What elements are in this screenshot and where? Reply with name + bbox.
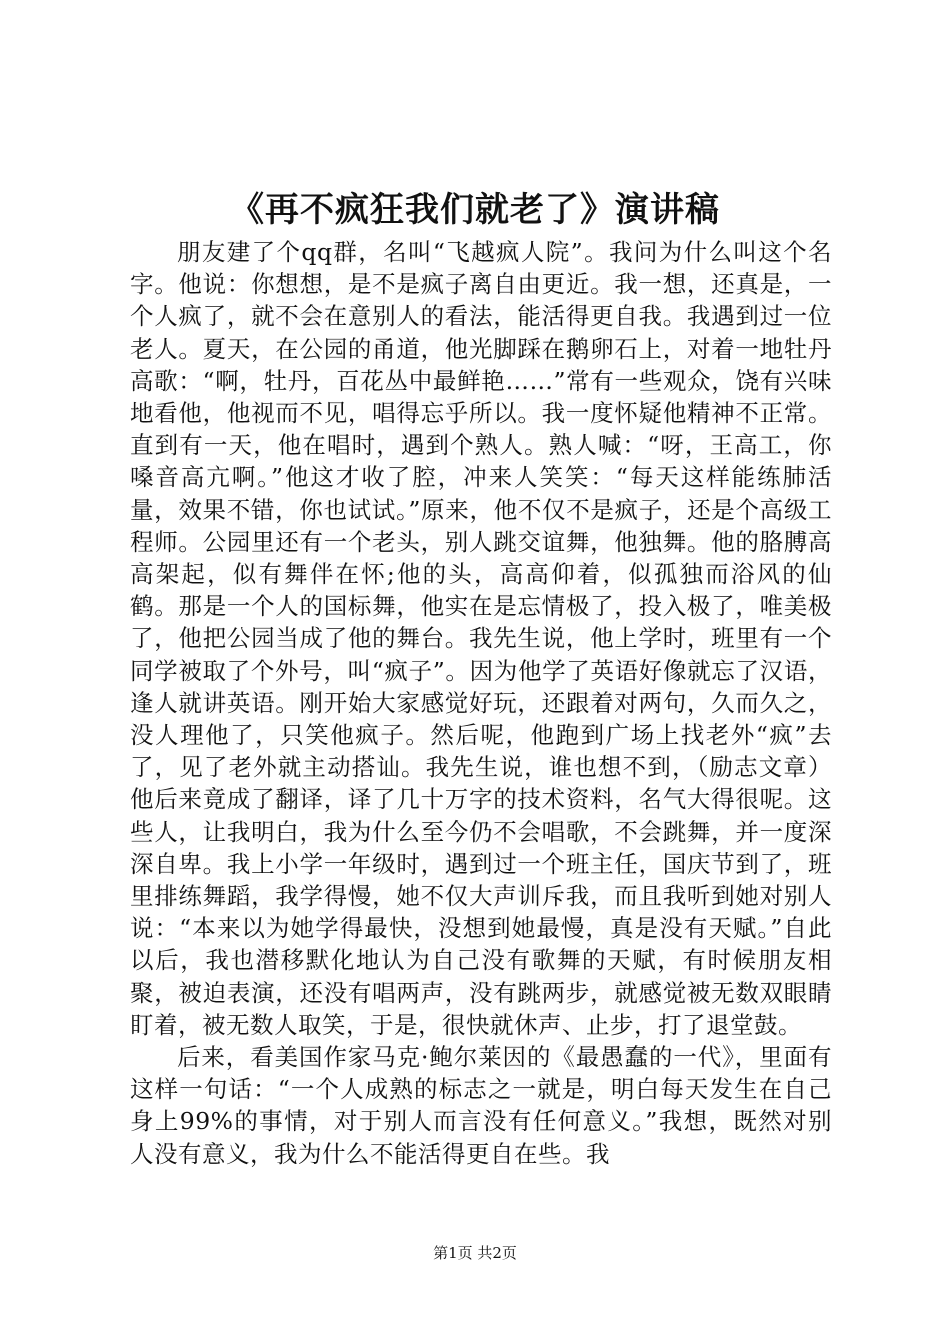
page-number-footer: 第1页 共2页 — [433, 1244, 517, 1262]
document-body — [130, 236, 832, 1170]
document-title: 《再不疯狂我们就老了》演讲稿 — [230, 190, 720, 230]
paragraph: 朋友建了个qq群，名叫“飞越疯人院”。我问为什么叫这个名字。他说：你想想，是不是疯子离自由更近。我一想，还真是，一个人疯了，就不会在意别人的看法，能活得更自我。我遇到过一位老人。夏天，在公园的甬道，他光脚踩在鹅卵石上，对着一地牡丹高歌：“啊，牡丹，百花丛中最鲜艳……”常有一些观众，饶有兴味地看他，他视而不见，唱得忘乎所以。我一度怀疑他精神不正常。直到有一天，他在唱时，遇到个熟人。熟人喊：“呀，王高工，你嗓音高亢啊。”他这才收了腔，冲来人笑笑：“每天这样能练肺活量，效果不错，你也试试。”原来，他不仅不是疯子，还是个高级工程师。公园里还有一个老头，别人跳交谊舞，他独舞。他的胳膊高高架起，似有舞伴在怀;他的头，高高仰着，似孤独而浴风的仙鹤。那是一个人的国标舞，他实在是忘情极了，投入极了，唯美极了，他把公园当成了他的舞台。我先生说，他上学时，班里有一个同学被取了个外号，叫“疯子”。因为他学了英语好像就忘了汉语，逢人就讲英语。刚开始大家感觉好玩，还跟着对两句，久而久之，没人理他了，只笑他疯子。然后呢，他跑到广场上找老外“疯”去了，见了老外就主动搭讪。我先生说，谁也想不到，（励志文章）他后来竟成了翻译，译了几十万字的技术资料，名气大得很呢。这些人，让我明白，我为什么至今仍不会唱歌，不会跳舞，并一度深深自卑。我上小学一年级时，遇到过一个班主任，国庆节到了，班里排练舞蹈，我学得慢，她不仅大声训斥我，而且我听到她对别人说：“本来以为她学得最快，没想到她最慢，真是没有天赋。”自此以后，我也潜移默化地认为自己没有歌舞的天赋，有时候朋友相聚，被迫表演，还没有唱两声，没有跳两步，就感觉被无数双眼睛盯着，被无数人取笑，于是，很快就休声、止步，打了退堂鼓。 — [130, 238, 832, 1039]
paragraph: 后来，看美国作家马克·鲍尔莱因的《最愚蠢的一代》，里面有这样一句话：“一个人成熟的标志之一就是，明白每天发生在自己身上99%的事情，对于别人而言没有任何意义。”我想，既然对别人没有意义，我为什么不能活得更自在些。我 — [130, 1043, 832, 1168]
